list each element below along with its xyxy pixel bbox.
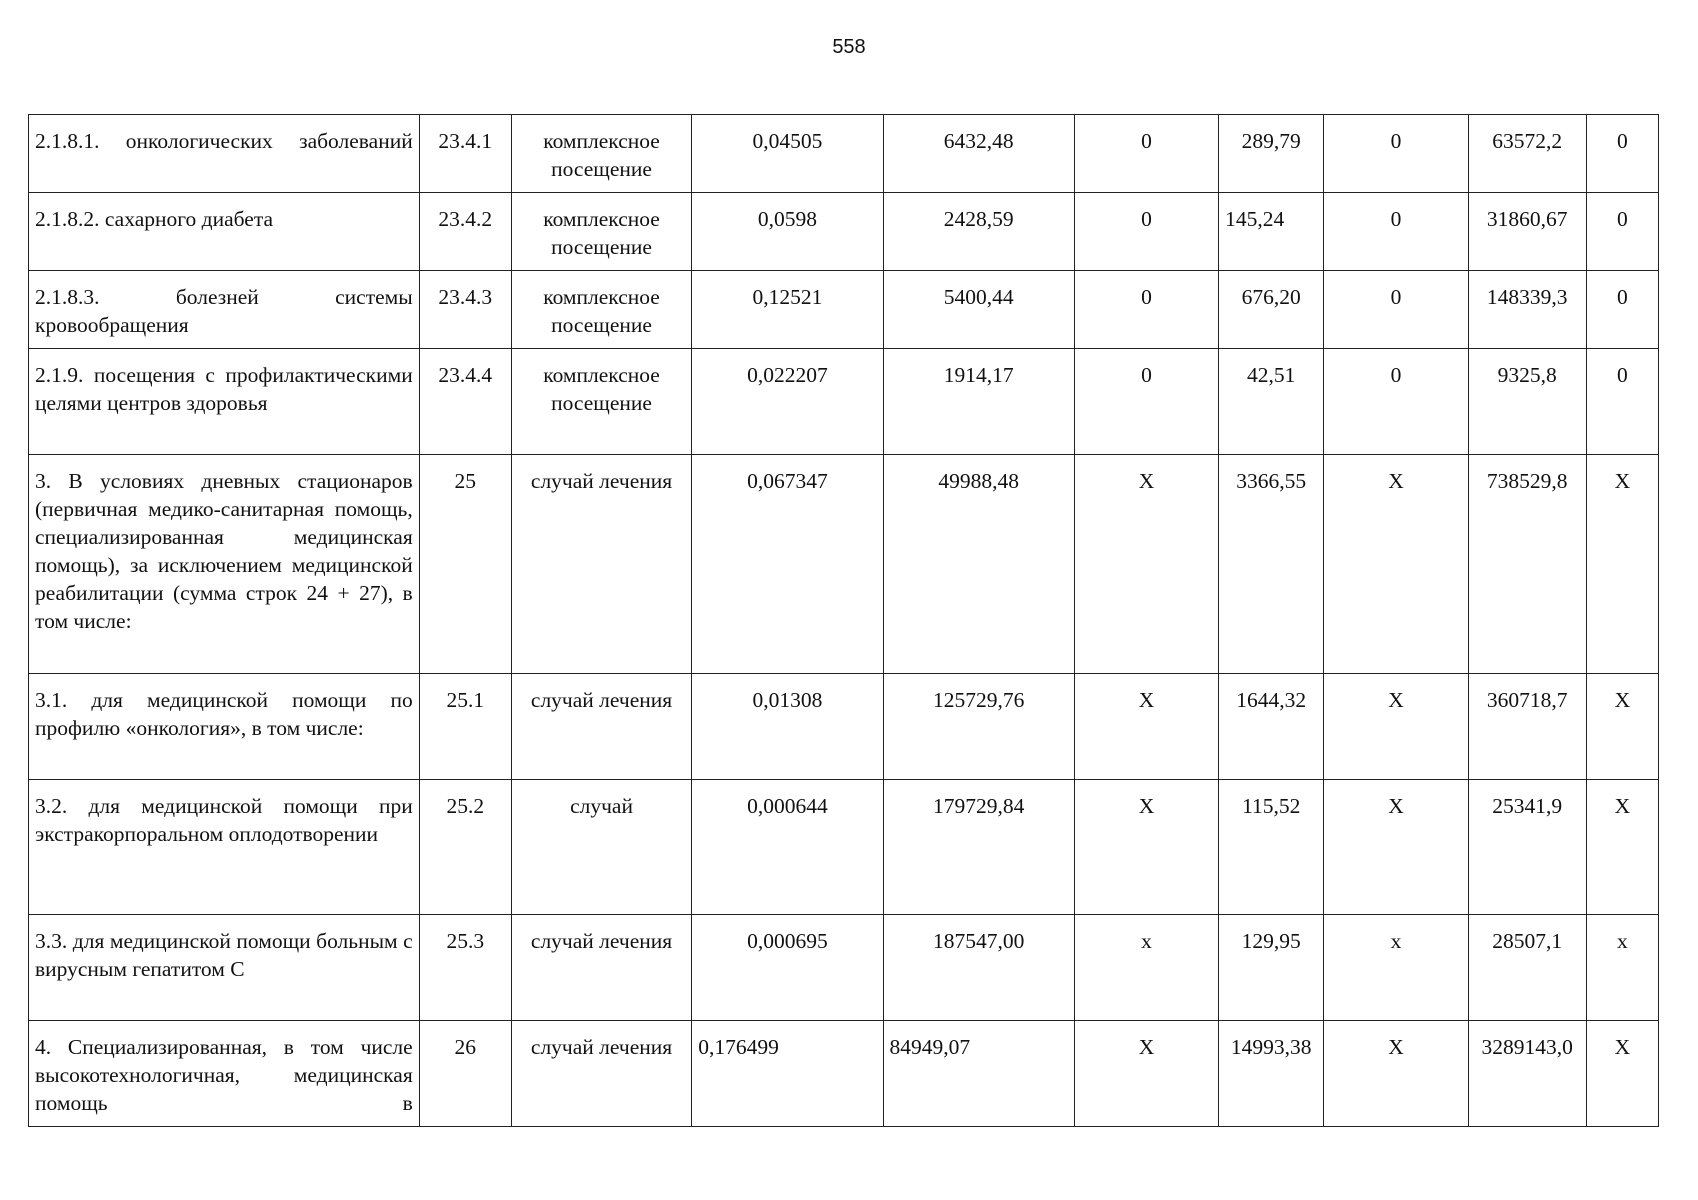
- cell-unit: случай лечения: [511, 1021, 691, 1127]
- cell-col8: Х: [1324, 780, 1468, 915]
- cell-line: 23.4.1: [419, 115, 511, 193]
- cell-col8: Х: [1324, 1021, 1468, 1127]
- cell-col7: 145,24: [1219, 193, 1324, 271]
- cell-cost: 1914,17: [883, 349, 1074, 455]
- table-row: [29, 915, 1659, 1021]
- cell-col10: Х: [1586, 1021, 1658, 1127]
- cell-cost: 84949,07: [883, 1021, 1074, 1127]
- cell-col8: Х: [1324, 674, 1468, 780]
- table-row: [29, 349, 1659, 455]
- cell-col10: Х: [1586, 780, 1658, 915]
- cell-col6: 0: [1074, 115, 1218, 193]
- cell-col7: 1644,32: [1219, 674, 1324, 780]
- cell-col6: х: [1074, 915, 1218, 1021]
- table-row: [29, 674, 1659, 780]
- table-row: [29, 455, 1659, 674]
- cell-name: 3.3. для медицинской помощи больным с вирусным гепатитом С: [29, 915, 420, 1021]
- cell-volume: 0,000695: [692, 915, 883, 1021]
- table-row: [29, 115, 1659, 193]
- cell-col8: х: [1324, 915, 1468, 1021]
- cell-name: 2.1.8.2. сахарного диабета: [29, 193, 420, 271]
- cell-name: 2.1.9. посещения с профилактическими целями центров здоровья: [29, 349, 420, 455]
- cell-volume: 0,04505: [692, 115, 883, 193]
- cell-col8: 0: [1324, 193, 1468, 271]
- cell-line: 25: [419, 455, 511, 674]
- cell-col8: 0: [1324, 349, 1468, 455]
- cell-col7: 14993,38: [1219, 1021, 1324, 1127]
- cell-col6: Х: [1074, 674, 1218, 780]
- cell-col7: 3366,55: [1219, 455, 1324, 674]
- table-row: [29, 780, 1659, 915]
- cell-cost: 125729,76: [883, 674, 1074, 780]
- cell-col9: 31860,67: [1468, 193, 1586, 271]
- cell-unit: случай лечения: [511, 455, 691, 674]
- cell-col7: 42,51: [1219, 349, 1324, 455]
- cell-col6: 0: [1074, 193, 1218, 271]
- cell-col6: Х: [1074, 455, 1218, 674]
- cell-unit: случай лечения: [511, 674, 691, 780]
- cell-volume: 0,000644: [692, 780, 883, 915]
- cell-cost: 187547,00: [883, 915, 1074, 1021]
- cell-volume: 0,12521: [692, 271, 883, 349]
- cell-col6: Х: [1074, 1021, 1218, 1127]
- cell-line: 23.4.3: [419, 271, 511, 349]
- cell-col10: Х: [1586, 455, 1658, 674]
- cell-col10: х: [1586, 915, 1658, 1021]
- cell-unit: случай лечения: [511, 915, 691, 1021]
- cell-col7: 129,95: [1219, 915, 1324, 1021]
- table-row: [29, 1021, 1659, 1127]
- cell-line: 25.2: [419, 780, 511, 915]
- cell-unit: комплексное посещение: [511, 193, 691, 271]
- cell-col8: 0: [1324, 271, 1468, 349]
- data-table: [28, 114, 1659, 1127]
- cell-col6: 0: [1074, 349, 1218, 455]
- cell-unit: случай: [511, 780, 691, 915]
- cell-cost: 5400,44: [883, 271, 1074, 349]
- cell-line: 23.4.4: [419, 349, 511, 455]
- cell-name: 3.2. для медицинской помощи при экстракорпоральном оплодотворении: [29, 780, 420, 915]
- cell-col9: 28507,1: [1468, 915, 1586, 1021]
- cell-col6: Х: [1074, 780, 1218, 915]
- cell-col8: Х: [1324, 455, 1468, 674]
- cell-volume: 0,176499: [692, 1021, 883, 1127]
- cell-col10: 0: [1586, 271, 1658, 349]
- table-row: [29, 193, 1659, 271]
- cell-col8: 0: [1324, 115, 1468, 193]
- cell-col9: 148339,3: [1468, 271, 1586, 349]
- cell-name: 3.1. для медицинской помощи по профилю «онкология», в том числе:: [29, 674, 420, 780]
- cell-line: 25.1: [419, 674, 511, 780]
- cell-col9: 25341,9: [1468, 780, 1586, 915]
- cell-volume: 0,0598: [692, 193, 883, 271]
- cell-name: 2.1.8.3. болезней системы кровообращения: [29, 271, 420, 349]
- cell-name: 4. Специализированная, в том числе высокотехнологичная, медицинская помощь в: [29, 1021, 420, 1127]
- cell-cost: 179729,84: [883, 780, 1074, 915]
- cell-volume: 0,022207: [692, 349, 883, 455]
- cell-col9: 738529,8: [1468, 455, 1586, 674]
- cell-col7: 676,20: [1219, 271, 1324, 349]
- cell-cost: 49988,48: [883, 455, 1074, 674]
- cell-col9: 9325,8: [1468, 349, 1586, 455]
- cell-volume: 0,01308: [692, 674, 883, 780]
- cell-cost: 2428,59: [883, 193, 1074, 271]
- cell-line: 26: [419, 1021, 511, 1127]
- cell-unit: комплексное посещение: [511, 271, 691, 349]
- cell-col9: 63572,2: [1468, 115, 1586, 193]
- cell-col7: 289,79: [1219, 115, 1324, 193]
- cell-col9: 3289143,0: [1468, 1021, 1586, 1127]
- cell-unit: комплексное посещение: [511, 115, 691, 193]
- cell-col10: Х: [1586, 674, 1658, 780]
- cell-volume: 0,067347: [692, 455, 883, 674]
- cell-name: 2.1.8.1. онкологических заболеваний: [29, 115, 420, 193]
- table-row: [29, 271, 1659, 349]
- cell-col10: 0: [1586, 115, 1658, 193]
- cell-cost: 6432,48: [883, 115, 1074, 193]
- cell-name: 3. В условиях дневных стационаров (первичная медико-санитарная помощь, специализированная медицинская помощь), за исключением медицинской реабилитации (сумма строк 24 + 27), в том числе:: [29, 455, 420, 674]
- cell-col10: 0: [1586, 349, 1658, 455]
- cell-unit: комплексное посещение: [511, 349, 691, 455]
- page-number: 558: [832, 36, 866, 58]
- cell-col6: 0: [1074, 271, 1218, 349]
- cell-line: 23.4.2: [419, 193, 511, 271]
- cell-col7: 115,52: [1219, 780, 1324, 915]
- cell-col10: 0: [1586, 193, 1658, 271]
- cell-col9: 360718,7: [1468, 674, 1586, 780]
- cell-line: 25.3: [419, 915, 511, 1021]
